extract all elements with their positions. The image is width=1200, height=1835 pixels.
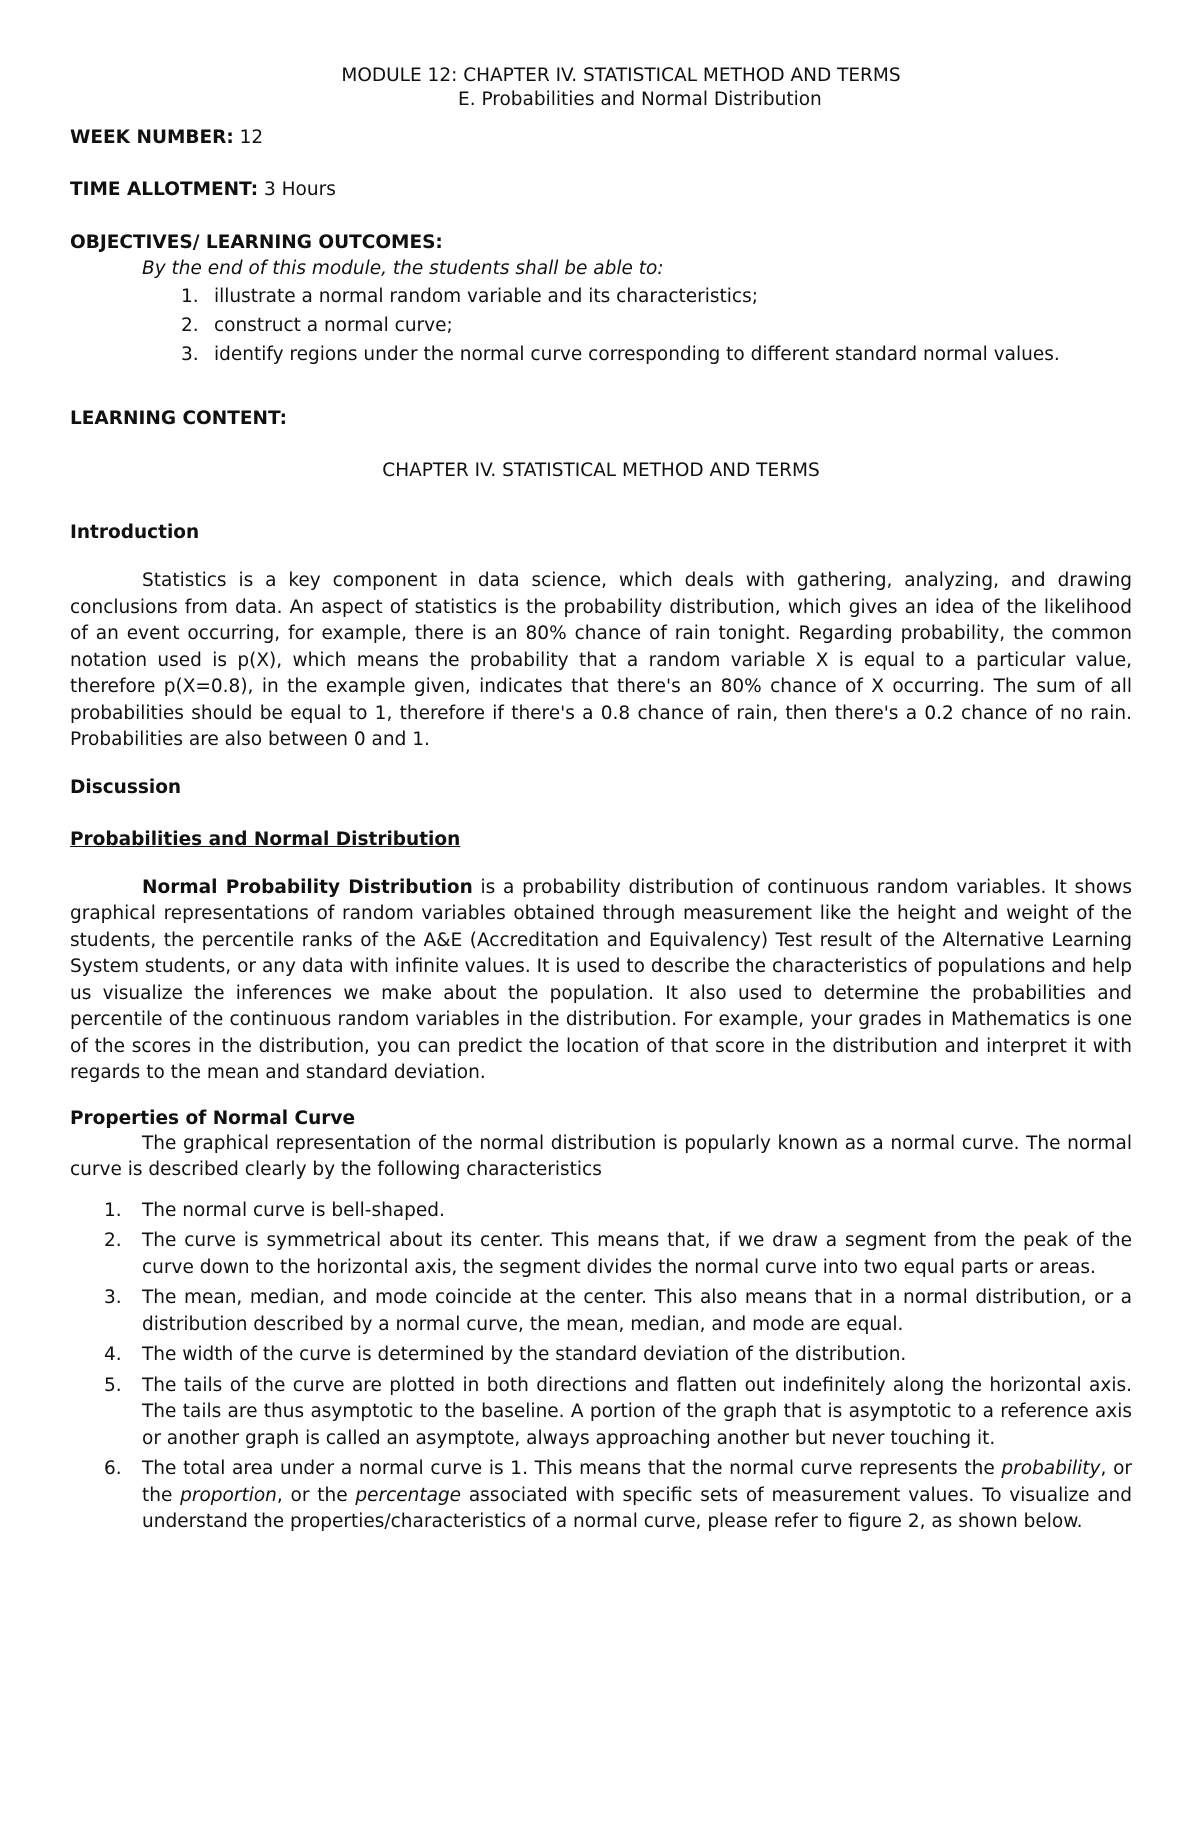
list-item bbox=[104, 1373, 1132, 1453]
list-text bbox=[142, 1456, 1132, 1536]
introduction-paragraph: Statistics is a key component in data science, which deals with gathering, analyzing, and drawing conclusions from data. An aspect of statistics is the probability distribution, which gives an idea of the likelihood of an event occurring, for example, there is an 80% chance of rain tonight. Regarding probability, the common notation used is p(X), which means the probability that a random variable X is equal to a particular value, therefore p(X=0.8), in the example given, indicates that there's an 80% chance of X occurring. The sum of all probabilities should be equal to 1, therefore if there's a 0.8 chance of rain, then there's a 0.2 chance of no rain. Probabilities are also between 0 and 1. bbox=[70, 570, 1132, 750]
list-item bbox=[181, 340, 1132, 369]
introduction-heading bbox=[70, 521, 1132, 545]
objectives-heading-text: OBJECTIVES/ LEARNING OUTCOMES: bbox=[70, 232, 443, 253]
list-number: 1. bbox=[181, 286, 199, 307]
learning-content-heading-text: LEARNING CONTENT: bbox=[70, 408, 287, 429]
list-text: identify regions under the normal curve corresponding to different standard normal values. bbox=[214, 344, 1060, 365]
week-label: WEEK NUMBER: bbox=[70, 127, 234, 148]
properties-intro: The graphical representation of the normal distribution is popularly known as a normal curve. The normal curve is described clearly by the following characteristics bbox=[70, 1132, 1132, 1180]
introduction-heading-text: Introduction bbox=[70, 522, 200, 543]
list-item bbox=[181, 282, 1132, 311]
list-text: The mean, median, and mode coincide at the center. This also means that in a normal distribution, or a distribution described by a normal curve, the mean, median, and mode are equal. bbox=[142, 1287, 1132, 1335]
npd-text: is a probability distribution of continuous random variables. It shows graphical representations of random variables obtained through measurement like the height and weight of the students, the percentile ranks of the A&E (Accreditation and Equivalency) Test result of the Alternative Learning System students, or any data with infinite values. It is used to describe the characteristics of populations and help us visualize the inferences we make about the population. It also used to determine the probabilities and percentile of the continuous random variables in the distribution. For example, your grades in Mathematics is one of the scores in the distribution, you can predict the location of that score in the distribution and interpret it with regards to the mean and standard deviation. bbox=[70, 876, 1132, 1083]
list-number: 2. bbox=[181, 315, 199, 336]
document-page bbox=[70, 64, 1132, 1540]
module-title: MODULE 12: CHAPTER IV. STATISTICAL METHOD AND TERMS bbox=[341, 65, 901, 86]
list-item bbox=[104, 1342, 1132, 1369]
list-number: 5. bbox=[104, 1374, 122, 1396]
list-text: illustrate a normal random variable and its characteristics; bbox=[214, 286, 758, 307]
list-text: The normal curve is bell-shaped. bbox=[142, 1199, 445, 1221]
list-item bbox=[104, 1198, 1132, 1225]
list-number: 6. bbox=[104, 1458, 122, 1479]
proportion-term: proportion bbox=[180, 1484, 277, 1506]
module-subtitle: E. Probabilities and Normal Distribution bbox=[458, 89, 822, 110]
normal-distribution-paragraph bbox=[70, 875, 1132, 1087]
list-text: The curve is symmetrical about its center. This means that, if we draw a segment from the peak of the curve down to the horizontal axis, the segment divides the normal curve into two equal parts or areas. bbox=[142, 1230, 1132, 1278]
property6-part: , or the bbox=[142, 1458, 1132, 1506]
property6-part: associated with specific sets of measurement values. To visualize and understand the properties/characteristics of a normal curve, please refer to figure 2, as shown below. bbox=[142, 1484, 1133, 1532]
list-text: The width of the curve is determined by the standard deviation of the distribution. bbox=[142, 1344, 907, 1365]
discussion-heading bbox=[70, 776, 1132, 800]
list-number: 3. bbox=[104, 1287, 122, 1308]
learning-content-heading bbox=[70, 407, 1132, 431]
week-number bbox=[70, 126, 1132, 150]
list-number: 3. bbox=[181, 344, 199, 365]
percentage-term: percentage bbox=[355, 1484, 462, 1506]
discussion-heading-text: Discussion bbox=[70, 776, 182, 798]
list-number: 2. bbox=[104, 1230, 122, 1251]
list-item bbox=[104, 1285, 1132, 1338]
list-item bbox=[104, 1456, 1132, 1536]
list-item bbox=[104, 1228, 1132, 1281]
property6-part: The total area under a normal curve is 1. This means that the normal curve represents the bbox=[142, 1458, 1002, 1479]
time-allotment bbox=[70, 178, 1132, 202]
npd-term: Normal Probability Distribution bbox=[142, 876, 473, 898]
section-title bbox=[70, 828, 1132, 852]
list-text: The tails of the curve are plotted in both directions and flatten out indefinitely along the horizontal axis. The tails are thus asymptotic to the baseline. A portion of the graph that is asymptotic to a reference axis or another graph is called an asymptote, always approaching another but never touching it. bbox=[142, 1374, 1132, 1449]
list-item bbox=[181, 311, 1132, 340]
probability-term: probability bbox=[1001, 1458, 1101, 1479]
chapter-title: CHAPTER IV. STATISTICAL METHOD AND TERMS bbox=[382, 460, 820, 481]
properties-heading-text: Properties of Normal Curve bbox=[70, 1107, 356, 1129]
properties-list bbox=[104, 1198, 1132, 1536]
time-value: 3 Hours bbox=[264, 179, 336, 200]
time-label: TIME ALLOTMENT: bbox=[70, 179, 259, 200]
objectives-intro: By the end of this module, the students shall be able to: bbox=[142, 258, 664, 279]
properties-heading bbox=[70, 1107, 1132, 1131]
objectives-heading bbox=[70, 230, 1132, 256]
objectives-list bbox=[70, 282, 1132, 369]
list-number: 4. bbox=[104, 1344, 122, 1365]
property6-part: , or the bbox=[276, 1484, 356, 1506]
section-title-text: Probabilities and Normal Distribution bbox=[70, 828, 461, 850]
list-text: construct a normal curve; bbox=[214, 315, 453, 336]
week-value: 12 bbox=[239, 127, 264, 148]
list-number: 1. bbox=[104, 1199, 122, 1221]
